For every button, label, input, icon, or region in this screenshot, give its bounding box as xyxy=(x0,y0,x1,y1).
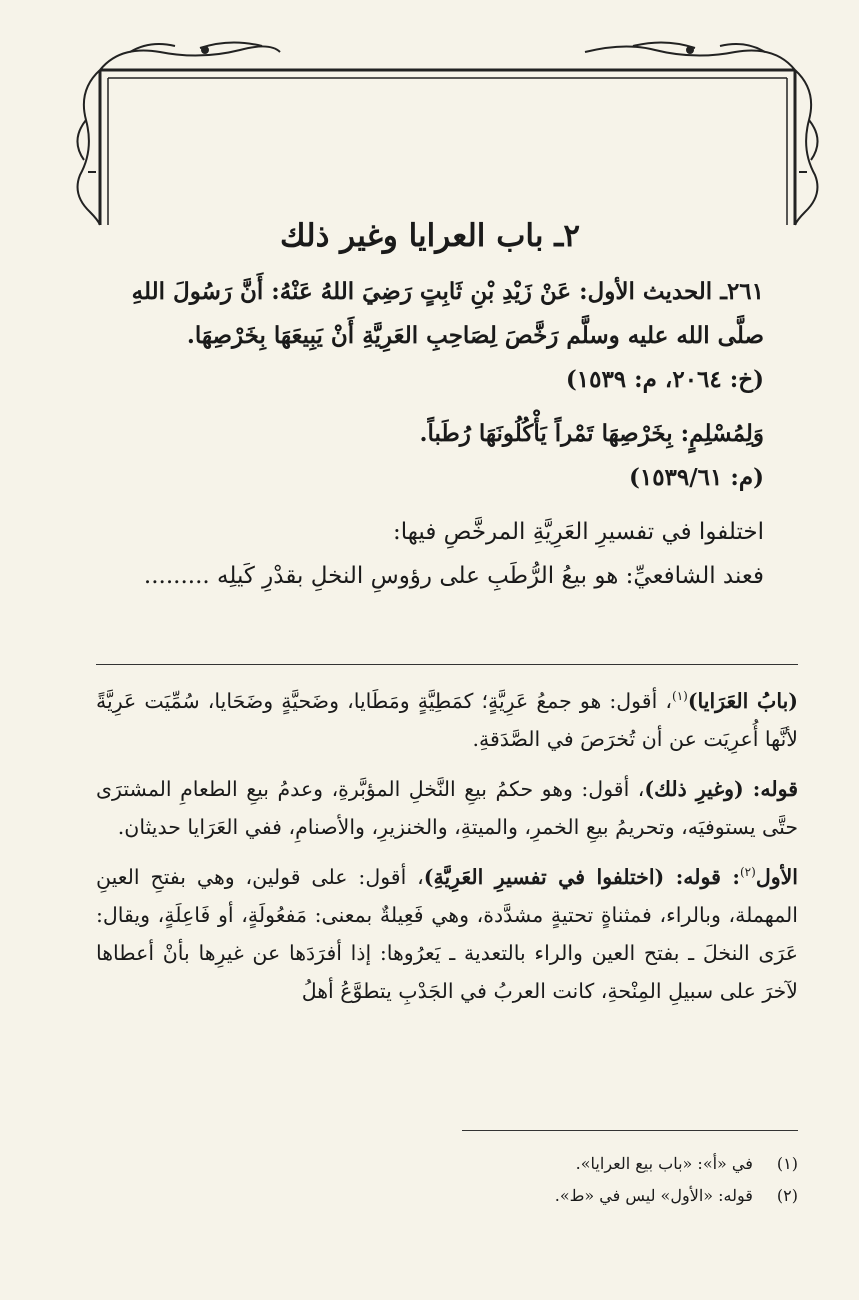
hadith-reference: (خ: ٢٠٦٤، م: ١٥٣٩) xyxy=(565,366,764,393)
muslim-variant: وَلِمُسْلِمٍ: بِخَرْصِهَا تَمْراً يَأْكُلُونَهَا رُطَباً. xyxy=(419,420,764,447)
commentary-paragraph xyxy=(96,770,798,846)
main-paragraph xyxy=(96,554,764,598)
footnote-text: في «أ»: «باب بيع العرايا». xyxy=(575,1154,753,1173)
footnote-divider xyxy=(462,1130,798,1131)
commentary-paragraph xyxy=(96,682,798,758)
commentary-paragraph xyxy=(96,858,798,1010)
commentary-body: ، أقول: وهو حكمُ بيعِ النَّخلِ المؤبَّرةِ، وعدمُ بيعِ الطعامِ المشترَى حتَّى يستوفيَه، وتحريمُ بيعِ الخمرِ، والميتةِ، والخنزيرِ، والأصنامِ، ففي العَرَايا حديثان. xyxy=(96,777,798,839)
commentary-lead: الأول xyxy=(755,865,798,889)
hadith-line: ٢٦١ـ الحديث الأول: عَنْ زَيْدِ بْنِ ثَابِتٍ رَضِيَ اللهُ عَنْهُ: أَنَّ رَسُولَ اللهِ xyxy=(131,278,764,305)
footnote xyxy=(96,1148,798,1180)
commentary-quote: : قوله: (اختلفوا في تفسيرِ العَرِيَّةِ) xyxy=(423,865,740,889)
footnote-number: (١) xyxy=(776,1154,798,1173)
hadith-line: صلَّى الله عليه وسلَّم رَخَّصَ لِصَاحِبِ العَرِيَّةِ أَنْ يَبِيعَهَا بِخَرْصِهَا. xyxy=(186,322,764,349)
footnote-ref[interactable]: (١) xyxy=(672,689,688,704)
footnote-text: قوله: «الأول» ليس في «ط». xyxy=(554,1186,753,1205)
hadith-reference: (م: ١٥٣٩/٦١) xyxy=(628,464,764,491)
commentary-text xyxy=(96,682,798,1010)
footnotes xyxy=(96,1148,798,1212)
commentary-body: ، أقول: هو جمعُ عَرِيَّةٍ؛ كمَطِيَّةٍ ومَطَايا، وضَحيَّةٍ وضَحَايا، سُمِّيَت عَرِيَّةً لأنَّها أُعرِيَت عن أن تُخرَصَ في الصَّدَقةِ. xyxy=(96,689,798,751)
footnote-number: (٢) xyxy=(776,1186,798,1205)
commentary-body: ، أقول: على قولين، وهي بفتحِ العينِ المهملة، وبالراء، فمثناةٍ تحتيةٍ مشدَّدة، وهي فَعِيلةٌ بمعنى: مَفعُولَةٍ، أو فَاعِلَةٍ، ويقال: عَرَى النخلَ ـ بفتح العين والراء بالتعدية ـ يَعرُوها: إذا أفرَدَها عن غيرِها بأنْ أعطاها لآخرَ على سبيلِ المِنْحةِ، كانت العربُ في الجَدْبِ يتطوَّعُ أهلُ xyxy=(96,865,798,1003)
footnote xyxy=(96,1180,798,1212)
hadith-main-text xyxy=(96,270,764,598)
continuation-dots: ......... xyxy=(143,563,210,589)
footnote-ref[interactable]: (٢) xyxy=(739,865,756,880)
main-divider xyxy=(96,664,798,665)
commentary-lead: قوله: (وغيرِ ذلك) xyxy=(644,777,798,801)
chapter-title: ٢ـ باب العرايا وغير ذلك xyxy=(280,218,580,254)
shafii-text: فعند الشافعيِّ: هو بيعُ الرُّطَبِ على رؤوسِ النخلِ بقدْرِ كَيلِه xyxy=(217,563,764,589)
main-paragraph: اختلفوا في تفسيرِ العَرِيَّةِ المرخَّصِ فيها: xyxy=(393,519,764,545)
commentary-lead: (بابُ العَرَايا) xyxy=(687,689,799,713)
